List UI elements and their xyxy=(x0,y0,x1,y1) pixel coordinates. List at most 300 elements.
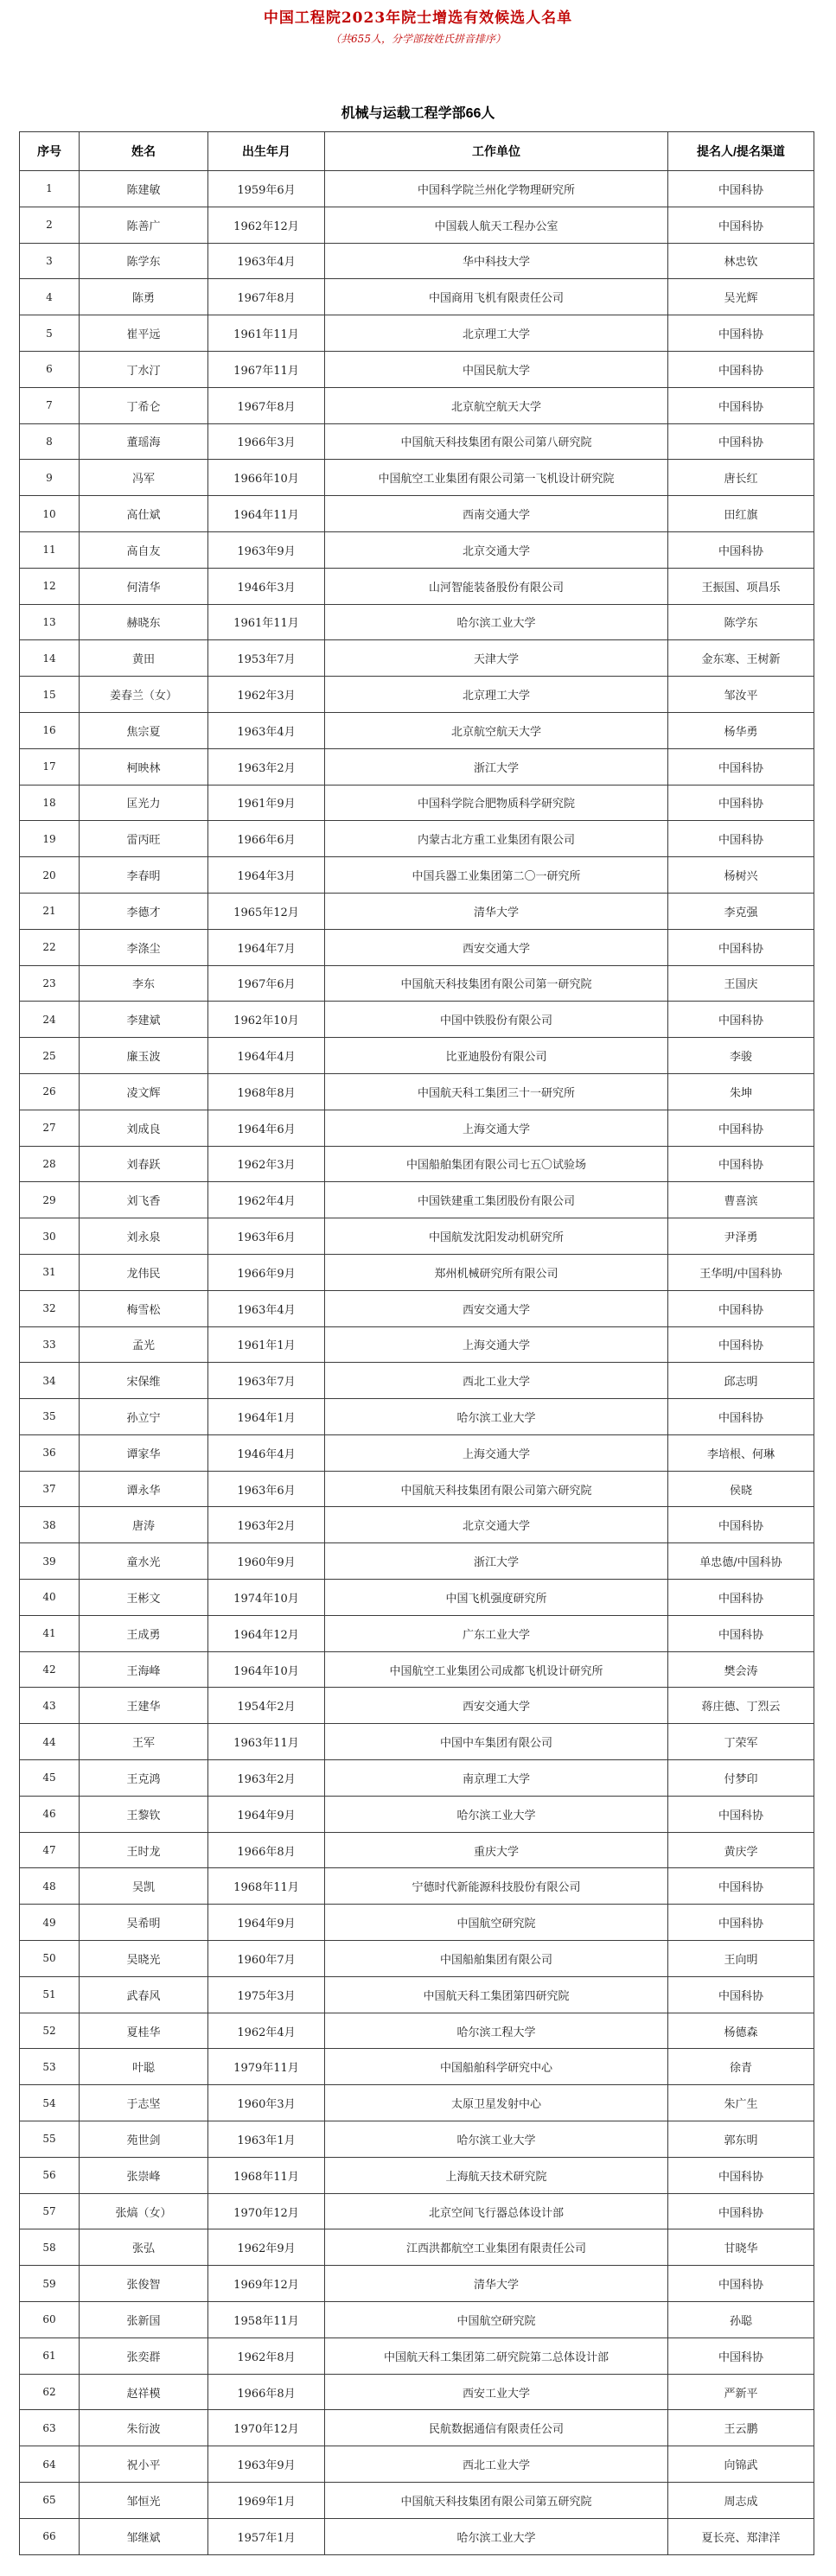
cell-nominator: 陈学东 xyxy=(668,604,814,640)
cell-name: 王海峰 xyxy=(80,1651,208,1688)
cell-index: 50 xyxy=(20,1941,80,1977)
page-title: 中国工程院2023年院士增选有效候选人名单 xyxy=(263,10,573,27)
cell-index: 42 xyxy=(20,1651,80,1688)
cell-birth: 1962年4月 xyxy=(208,2013,325,2049)
cell-org: 中国船舶集团有限公司 xyxy=(325,1941,668,1977)
cell-org: 西安交通大学 xyxy=(325,929,668,965)
cell-name: 宋保维 xyxy=(80,1363,208,1399)
cell-name: 刘春跃 xyxy=(80,1146,208,1182)
table-row xyxy=(20,1868,814,1905)
cell-birth: 1966年8月 xyxy=(208,2374,325,2410)
cell-name: 张俊智 xyxy=(80,2266,208,2302)
cell-org: 北京交通大学 xyxy=(325,531,668,568)
cell-birth: 1964年3月 xyxy=(208,857,325,894)
cell-org: 北京理工大学 xyxy=(325,315,668,352)
cell-birth: 1974年10月 xyxy=(208,1580,325,1616)
cell-birth: 1969年12月 xyxy=(208,2266,325,2302)
table-row xyxy=(20,1073,814,1110)
cell-nominator: 中国科协 xyxy=(668,1796,814,1832)
table-row xyxy=(20,677,814,713)
column-header-nominator: 提名人/提名渠道 xyxy=(668,132,814,171)
cell-index: 23 xyxy=(20,965,80,1002)
cell-name: 夏桂华 xyxy=(80,2013,208,2049)
cell-index: 30 xyxy=(20,1218,80,1255)
cell-org: 上海交通大学 xyxy=(325,1434,668,1471)
cell-index: 37 xyxy=(20,1471,80,1507)
cell-index: 66 xyxy=(20,2518,80,2554)
cell-org: 上海交通大学 xyxy=(325,1110,668,1146)
cell-nominator: 王国庆 xyxy=(668,965,814,1002)
cell-nominator: 丁荣军 xyxy=(668,1724,814,1760)
cell-org: 宁德时代新能源科技股份有限公司 xyxy=(325,1868,668,1905)
cell-nominator: 王华明/中国科协 xyxy=(668,1254,814,1290)
table-row xyxy=(20,1760,814,1797)
cell-birth: 1963年7月 xyxy=(208,1363,325,1399)
cell-birth: 1967年8月 xyxy=(208,279,325,315)
cell-org: 西北工业大学 xyxy=(325,2446,668,2483)
table-row xyxy=(20,1941,814,1977)
table-row xyxy=(20,1651,814,1688)
cell-index: 52 xyxy=(20,2013,80,2049)
cell-name: 邹恒光 xyxy=(80,2483,208,2519)
cell-name: 于志坚 xyxy=(80,2085,208,2121)
cell-birth: 1954年2月 xyxy=(208,1688,325,1724)
cell-birth: 1963年2月 xyxy=(208,1760,325,1797)
cell-birth: 1968年11月 xyxy=(208,2157,325,2193)
cell-birth: 1962年9月 xyxy=(208,2229,325,2266)
cell-name: 吴晓光 xyxy=(80,1941,208,1977)
table-row xyxy=(20,2446,814,2483)
cell-birth: 1964年4月 xyxy=(208,1038,325,1074)
cell-index: 47 xyxy=(20,1832,80,1868)
cell-name: 王克鸿 xyxy=(80,1760,208,1797)
table-row xyxy=(20,2302,814,2338)
table-row xyxy=(20,2049,814,2085)
table-row xyxy=(20,171,814,207)
cell-org: 北京交通大学 xyxy=(325,1507,668,1543)
cell-org: 中国中车集团有限公司 xyxy=(325,1724,668,1760)
cell-index: 24 xyxy=(20,1002,80,1038)
cell-name: 丁水汀 xyxy=(80,351,208,387)
table-row xyxy=(20,604,814,640)
table-row xyxy=(20,748,814,785)
cell-nominator: 中国科协 xyxy=(668,2266,814,2302)
cell-org: 华中科技大学 xyxy=(325,243,668,279)
cell-nominator: 朱坤 xyxy=(668,1073,814,1110)
cell-name: 陈建敏 xyxy=(80,171,208,207)
section-title: 机械与运载工程学部66人 xyxy=(341,106,495,121)
cell-name: 张熇（女） xyxy=(80,2193,208,2229)
cell-org: 太原卫星发射中心 xyxy=(325,2085,668,2121)
table-row xyxy=(20,351,814,387)
cell-name: 李涤尘 xyxy=(80,929,208,965)
table-row xyxy=(20,423,814,460)
table-row xyxy=(20,2013,814,2049)
cell-birth: 1958年11月 xyxy=(208,2302,325,2338)
cell-birth: 1961年9月 xyxy=(208,785,325,821)
cell-index: 18 xyxy=(20,785,80,821)
cell-org: 哈尔滨工业大学 xyxy=(325,2518,668,2554)
cell-birth: 1963年9月 xyxy=(208,2446,325,2483)
cell-birth: 1963年4月 xyxy=(208,1290,325,1326)
cell-nominator: 黄庆学 xyxy=(668,1832,814,1868)
table-row xyxy=(20,1218,814,1255)
cell-name: 陈善广 xyxy=(80,207,208,243)
cell-org: 中国航空研究院 xyxy=(325,1905,668,1941)
cell-name: 吴凯 xyxy=(80,1868,208,1905)
cell-org: 中国铁建重工集团股份有限公司 xyxy=(325,1182,668,1218)
document-page xyxy=(0,9,836,2576)
cell-index: 25 xyxy=(20,1038,80,1074)
column-header-name: 姓名 xyxy=(80,132,208,171)
cell-org: 南京理工大学 xyxy=(325,1760,668,1797)
candidates-table xyxy=(19,131,814,2555)
cell-nominator: 李骏 xyxy=(668,1038,814,1074)
cell-nominator: 杨华勇 xyxy=(668,712,814,748)
cell-birth: 1964年7月 xyxy=(208,929,325,965)
cell-name: 匡光力 xyxy=(80,785,208,821)
cell-birth: 1963年11月 xyxy=(208,1724,325,1760)
cell-org: 郑州机械研究所有限公司 xyxy=(325,1254,668,1290)
table-row xyxy=(20,2337,814,2374)
cell-index: 13 xyxy=(20,604,80,640)
cell-birth: 1962年12月 xyxy=(208,207,325,243)
cell-birth: 1963年6月 xyxy=(208,1218,325,1255)
cell-org: 中国兵器工业集团第二〇一研究所 xyxy=(325,857,668,894)
table-row xyxy=(20,1110,814,1146)
cell-org: 西安交通大学 xyxy=(325,1688,668,1724)
cell-name: 何清华 xyxy=(80,568,208,604)
cell-org: 天津大学 xyxy=(325,640,668,677)
cell-nominator: 中国科协 xyxy=(668,1868,814,1905)
cell-org: 中国航空工业集团公司成都飞机设计研究所 xyxy=(325,1651,668,1688)
cell-name: 邹继斌 xyxy=(80,2518,208,2554)
cell-index: 57 xyxy=(20,2193,80,2229)
cell-org: 重庆大学 xyxy=(325,1832,668,1868)
cell-nominator: 周志成 xyxy=(668,2483,814,2519)
cell-name: 王建华 xyxy=(80,1688,208,1724)
cell-birth: 1962年10月 xyxy=(208,1002,325,1038)
table-row xyxy=(20,1290,814,1326)
cell-name: 雷丙旺 xyxy=(80,821,208,857)
cell-birth: 1964年11月 xyxy=(208,496,325,532)
cell-index: 44 xyxy=(20,1724,80,1760)
cell-index: 9 xyxy=(20,460,80,496)
cell-nominator: 中国科协 xyxy=(668,2157,814,2193)
table-row xyxy=(20,2266,814,2302)
cell-index: 51 xyxy=(20,1976,80,2013)
table-row xyxy=(20,785,814,821)
table-row xyxy=(20,1507,814,1543)
cell-name: 张崇峰 xyxy=(80,2157,208,2193)
cell-birth: 1968年8月 xyxy=(208,1073,325,1110)
cell-birth: 1964年12月 xyxy=(208,1615,325,1651)
cell-nominator: 中国科协 xyxy=(668,531,814,568)
cell-org: 中国航天科技集团有限公司第八研究院 xyxy=(325,423,668,460)
cell-org: 北京空间飞行器总体设计部 xyxy=(325,2193,668,2229)
cell-org: 北京航空航天大学 xyxy=(325,712,668,748)
cell-org: 中国航天科工集团第二研究院第二总体设计部 xyxy=(325,2337,668,2374)
cell-nominator: 樊会涛 xyxy=(668,1651,814,1688)
cell-org: 中国航发沈阳发动机研究所 xyxy=(325,1218,668,1255)
cell-org: 清华大学 xyxy=(325,2266,668,2302)
table-body xyxy=(20,171,814,2555)
cell-name: 李建斌 xyxy=(80,1002,208,1038)
cell-org: 中国船舶集团有限公司七五〇试验场 xyxy=(325,1146,668,1182)
cell-birth: 1970年12月 xyxy=(208,2193,325,2229)
table-row xyxy=(20,2085,814,2121)
cell-nominator: 中国科协 xyxy=(668,315,814,352)
cell-nominator: 杨德森 xyxy=(668,2013,814,2049)
cell-index: 60 xyxy=(20,2302,80,2338)
cell-index: 11 xyxy=(20,531,80,568)
cell-org: 清华大学 xyxy=(325,893,668,929)
cell-index: 2 xyxy=(20,207,80,243)
cell-name: 刘飞香 xyxy=(80,1182,208,1218)
table-row xyxy=(20,387,814,423)
cell-birth: 1964年9月 xyxy=(208,1796,325,1832)
cell-org: 中国航天科技集团有限公司第六研究院 xyxy=(325,1471,668,1507)
cell-index: 54 xyxy=(20,2085,80,2121)
cell-index: 38 xyxy=(20,1507,80,1543)
table-row xyxy=(20,2157,814,2193)
cell-org: 中国载人航天工程办公室 xyxy=(325,207,668,243)
table-row xyxy=(20,712,814,748)
table-row xyxy=(20,1434,814,1471)
cell-nominator: 王振国、项昌乐 xyxy=(668,568,814,604)
cell-name: 祝小平 xyxy=(80,2446,208,2483)
table-row xyxy=(20,929,814,965)
cell-nominator: 向锦武 xyxy=(668,2446,814,2483)
cell-index: 19 xyxy=(20,821,80,857)
cell-name: 冯军 xyxy=(80,460,208,496)
cell-birth: 1969年1月 xyxy=(208,2483,325,2519)
cell-index: 22 xyxy=(20,929,80,965)
cell-org: 哈尔滨工业大学 xyxy=(325,604,668,640)
cell-birth: 1964年6月 xyxy=(208,1110,325,1146)
cell-name: 王成勇 xyxy=(80,1615,208,1651)
cell-index: 43 xyxy=(20,1688,80,1724)
column-header-birth: 出生年月 xyxy=(208,132,325,171)
table-row xyxy=(20,496,814,532)
cell-index: 6 xyxy=(20,351,80,387)
cell-org: 哈尔滨工业大学 xyxy=(325,1796,668,1832)
table-header-row xyxy=(20,132,814,171)
cell-org: 哈尔滨工程大学 xyxy=(325,2013,668,2049)
cell-nominator: 田红旗 xyxy=(668,496,814,532)
cell-birth: 1961年11月 xyxy=(208,315,325,352)
cell-nominator: 中国科协 xyxy=(668,1399,814,1435)
cell-org: 中国航空研究院 xyxy=(325,2302,668,2338)
table-header xyxy=(20,132,814,171)
cell-name: 王彬文 xyxy=(80,1580,208,1616)
cell-org: 中国航空工业集团有限公司第一飞机设计研究院 xyxy=(325,460,668,496)
cell-name: 董瑶海 xyxy=(80,423,208,460)
cell-org: 中国中铁股份有限公司 xyxy=(325,1002,668,1038)
cell-nominator: 蒋庄德、丁烈云 xyxy=(668,1688,814,1724)
cell-nominator: 郭东明 xyxy=(668,2121,814,2158)
cell-nominator: 中国科协 xyxy=(668,2193,814,2229)
cell-name: 吴希明 xyxy=(80,1905,208,1941)
cell-name: 叶聪 xyxy=(80,2049,208,2085)
cell-name: 高自友 xyxy=(80,531,208,568)
cell-org: 中国商用飞机有限责任公司 xyxy=(325,279,668,315)
cell-name: 孟光 xyxy=(80,1326,208,1363)
cell-org: 浙江大学 xyxy=(325,748,668,785)
cell-index: 33 xyxy=(20,1326,80,1363)
cell-name: 张新国 xyxy=(80,2302,208,2338)
cell-birth: 1957年1月 xyxy=(208,2518,325,2554)
cell-birth: 1960年3月 xyxy=(208,2085,325,2121)
cell-birth: 1967年6月 xyxy=(208,965,325,1002)
cell-index: 59 xyxy=(20,2266,80,2302)
cell-birth: 1968年11月 xyxy=(208,1868,325,1905)
cell-nominator: 王向明 xyxy=(668,1941,814,1977)
cell-birth: 1961年11月 xyxy=(208,604,325,640)
cell-name: 张弘 xyxy=(80,2229,208,2266)
cell-birth: 1960年7月 xyxy=(208,1941,325,1977)
cell-birth: 1966年9月 xyxy=(208,1254,325,1290)
cell-nominator: 侯晓 xyxy=(668,1471,814,1507)
cell-nominator: 中国科协 xyxy=(668,1507,814,1543)
cell-name: 柯映林 xyxy=(80,748,208,785)
table-row xyxy=(20,1724,814,1760)
cell-birth: 1966年8月 xyxy=(208,1832,325,1868)
cell-birth: 1967年8月 xyxy=(208,387,325,423)
cell-birth: 1963年1月 xyxy=(208,2121,325,2158)
cell-birth: 1963年4月 xyxy=(208,712,325,748)
cell-nominator: 中国科协 xyxy=(668,1615,814,1651)
table-row xyxy=(20,1146,814,1182)
table-row xyxy=(20,1832,814,1868)
cell-name: 崔平远 xyxy=(80,315,208,352)
table-row xyxy=(20,1002,814,1038)
cell-org: 上海航天技术研究院 xyxy=(325,2157,668,2193)
cell-org: 哈尔滨工业大学 xyxy=(325,2121,668,2158)
cell-index: 17 xyxy=(20,748,80,785)
cell-name: 凌文辉 xyxy=(80,1073,208,1110)
cell-birth: 1975年3月 xyxy=(208,1976,325,2013)
cell-index: 29 xyxy=(20,1182,80,1218)
cell-org: 内蒙古北方重工业集团有限公司 xyxy=(325,821,668,857)
cell-birth: 1961年1月 xyxy=(208,1326,325,1363)
cell-birth: 1966年3月 xyxy=(208,423,325,460)
cell-nominator: 中国科协 xyxy=(668,1976,814,2013)
cell-nominator: 付梦印 xyxy=(668,1760,814,1797)
table-row xyxy=(20,531,814,568)
cell-name: 朱衍波 xyxy=(80,2410,208,2446)
table-row xyxy=(20,2121,814,2158)
cell-index: 1 xyxy=(20,171,80,207)
cell-birth: 1953年7月 xyxy=(208,640,325,677)
cell-name: 龙伟民 xyxy=(80,1254,208,1290)
cell-nominator: 中国科协 xyxy=(668,207,814,243)
table-row xyxy=(20,1471,814,1507)
cell-index: 48 xyxy=(20,1868,80,1905)
cell-index: 32 xyxy=(20,1290,80,1326)
cell-org: 中国飞机强度研究所 xyxy=(325,1580,668,1616)
page-subtitle: （共655人，分学部按姓氏拼音排序） xyxy=(330,33,506,45)
cell-org: 西安工业大学 xyxy=(325,2374,668,2410)
cell-org: 广东工业大学 xyxy=(325,1615,668,1651)
cell-birth: 1966年10月 xyxy=(208,460,325,496)
cell-nominator: 中国科协 xyxy=(668,1146,814,1182)
cell-name: 刘成良 xyxy=(80,1110,208,1146)
cell-birth: 1965年12月 xyxy=(208,893,325,929)
cell-birth: 1962年3月 xyxy=(208,677,325,713)
table-row xyxy=(20,1688,814,1724)
cell-index: 8 xyxy=(20,423,80,460)
cell-org: 西南交通大学 xyxy=(325,496,668,532)
cell-nominator: 单忠德/中国科协 xyxy=(668,1543,814,1580)
cell-nominator: 杨树兴 xyxy=(668,857,814,894)
cell-name: 陈学东 xyxy=(80,243,208,279)
cell-nominator: 中国科协 xyxy=(668,351,814,387)
cell-index: 53 xyxy=(20,2049,80,2085)
cell-nominator: 王云鹏 xyxy=(668,2410,814,2446)
column-header-no: 序号 xyxy=(20,132,80,171)
cell-nominator: 中国科协 xyxy=(668,821,814,857)
cell-index: 28 xyxy=(20,1146,80,1182)
cell-birth: 1959年6月 xyxy=(208,171,325,207)
cell-org: 山河智能装备股份有限公司 xyxy=(325,568,668,604)
table-row xyxy=(20,821,814,857)
cell-name: 刘永泉 xyxy=(80,1218,208,1255)
table-row xyxy=(20,243,814,279)
cell-index: 62 xyxy=(20,2374,80,2410)
cell-nominator: 中国科协 xyxy=(668,1290,814,1326)
cell-birth: 1964年9月 xyxy=(208,1905,325,1941)
cell-org: 比亚迪股份有限公司 xyxy=(325,1038,668,1074)
cell-name: 高仕斌 xyxy=(80,496,208,532)
cell-name: 赵祥模 xyxy=(80,2374,208,2410)
cell-name: 唐涛 xyxy=(80,1507,208,1543)
table-row xyxy=(20,640,814,677)
cell-nominator: 曹喜滨 xyxy=(668,1182,814,1218)
cell-birth: 1946年4月 xyxy=(208,1434,325,1471)
cell-index: 45 xyxy=(20,1760,80,1797)
cell-index: 5 xyxy=(20,315,80,352)
table-row xyxy=(20,2193,814,2229)
table-row xyxy=(20,1615,814,1651)
cell-org: 浙江大学 xyxy=(325,1543,668,1580)
cell-name: 王军 xyxy=(80,1724,208,1760)
table-row xyxy=(20,315,814,352)
cell-org: 中国科学院合肥物质科学研究院 xyxy=(325,785,668,821)
cell-org: 北京航空航天大学 xyxy=(325,387,668,423)
cell-nominator: 吴光辉 xyxy=(668,279,814,315)
cell-index: 49 xyxy=(20,1905,80,1941)
table-row xyxy=(20,965,814,1002)
cell-index: 20 xyxy=(20,857,80,894)
table-row xyxy=(20,1038,814,1074)
cell-nominator: 邹汝平 xyxy=(668,677,814,713)
table-row xyxy=(20,2374,814,2410)
cell-index: 14 xyxy=(20,640,80,677)
cell-nominator: 甘晓华 xyxy=(668,2229,814,2266)
cell-index: 16 xyxy=(20,712,80,748)
cell-birth: 1966年6月 xyxy=(208,821,325,857)
cell-index: 58 xyxy=(20,2229,80,2266)
cell-nominator: 尹泽勇 xyxy=(668,1218,814,1255)
cell-birth: 1963年9月 xyxy=(208,531,325,568)
cell-nominator: 中国科协 xyxy=(668,1905,814,1941)
cell-birth: 1963年2月 xyxy=(208,748,325,785)
cell-nominator: 中国科协 xyxy=(668,1110,814,1146)
cell-index: 41 xyxy=(20,1615,80,1651)
table-row xyxy=(20,2229,814,2266)
cell-org: 江西洪都航空工业集团有限责任公司 xyxy=(325,2229,668,2266)
